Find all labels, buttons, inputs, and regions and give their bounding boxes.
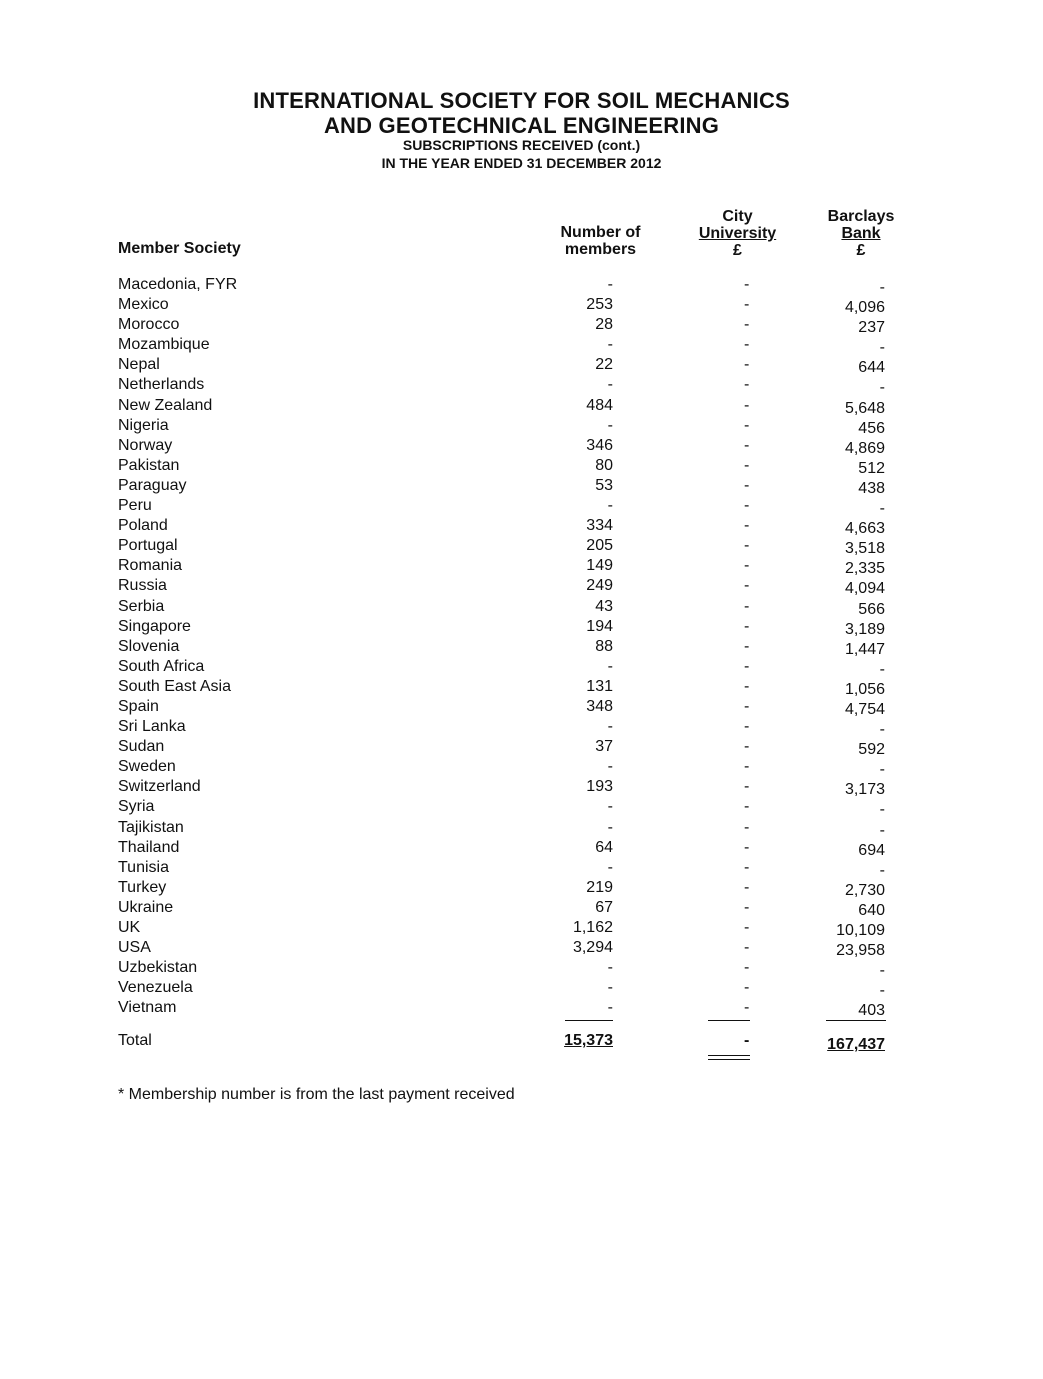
members-subtotal-rule: [565, 1020, 613, 1021]
member-count: -: [607, 497, 613, 515]
barclays-bank-amount: -: [879, 761, 885, 779]
barclays-bank-amount: -: [879, 279, 885, 296]
table-row: [0, 376, 1043, 396]
table-row: [0, 718, 1043, 738]
table-row: [0, 798, 1043, 818]
member-count: 194: [586, 617, 613, 635]
member-count: -: [607, 999, 613, 1017]
society-name: Russia: [118, 577, 167, 595]
table-row: [0, 758, 1043, 778]
table-row: [0, 497, 1043, 517]
table-row: [0, 517, 1043, 537]
barclays-bank-amount: 237: [858, 319, 885, 337]
society-name: New Zealand: [118, 396, 213, 414]
member-count: 67: [595, 898, 613, 916]
city-total-double-rule: [708, 1055, 750, 1060]
barclays-bank-amount: 1,447: [844, 640, 885, 658]
member-count: 346: [586, 436, 613, 454]
member-count: 484: [586, 396, 613, 414]
city-university-amount: -: [744, 416, 750, 434]
city-university-amount: -: [744, 818, 750, 836]
table-row: [0, 598, 1043, 618]
barclays-bank-amount: 438: [858, 479, 885, 497]
city-university-amount: -: [744, 999, 750, 1017]
city-university-amount: -: [744, 939, 750, 957]
header-member-society: Member Society: [118, 240, 241, 257]
society-name: Thailand: [118, 838, 180, 856]
city-subtotal-rule: [708, 1020, 750, 1021]
barclays-bank-amount: 23,958: [836, 942, 885, 960]
total-row: [0, 1032, 1043, 1054]
table-row: [0, 678, 1043, 698]
city-university-amount: -: [744, 476, 750, 494]
member-count: 53: [595, 476, 613, 494]
city-university-amount: -: [744, 597, 750, 615]
city-university-amount: -: [744, 436, 750, 454]
society-name: Sri Lanka: [118, 718, 186, 736]
society-name: Nigeria: [118, 416, 169, 434]
member-count: -: [607, 858, 613, 876]
city-university-amount: -: [744, 878, 750, 896]
society-name: South East Asia: [118, 677, 231, 695]
table-row: [0, 557, 1043, 577]
table-row: [0, 738, 1043, 758]
table-row: [0, 356, 1043, 376]
header-members-line-2: members: [564, 241, 637, 258]
society-name: Serbia: [118, 597, 165, 615]
member-count: -: [607, 336, 613, 354]
city-university-amount: -: [744, 276, 750, 293]
society-name: Turkey: [118, 878, 167, 896]
city-university-amount: -: [744, 898, 750, 916]
society-name: Netherlands: [118, 376, 205, 394]
header-number-of-members: [548, 224, 653, 258]
member-count: -: [607, 376, 613, 394]
header-members-line-1: Number of: [560, 224, 641, 241]
society-name: Peru: [118, 497, 152, 515]
city-university-amount: -: [744, 537, 750, 555]
header-city-line-3: £: [733, 242, 742, 259]
subscriptions-table: [0, 276, 1043, 1019]
member-count: 3,294: [572, 939, 613, 957]
society-name: Slovenia: [118, 637, 180, 655]
table-row: [0, 979, 1043, 999]
member-count: 88: [595, 637, 613, 655]
barclays-bank-amount: -: [879, 861, 885, 879]
barclays-bank-amount: 3,518: [844, 540, 885, 558]
society-name: Venezuela: [118, 979, 193, 997]
table-row: [0, 839, 1043, 859]
barclays-bank-amount: 512: [858, 459, 885, 477]
header-barclays-bank: [820, 208, 902, 259]
society-name: Uzbekistan: [118, 959, 198, 977]
barclays-bank-amount: 2,730: [844, 881, 885, 899]
table-row: [0, 336, 1043, 356]
total-members: 15,373: [564, 1032, 613, 1049]
member-count: 149: [586, 557, 613, 575]
city-university-amount: -: [744, 778, 750, 796]
member-count: 131: [586, 677, 613, 695]
city-university-amount: -: [744, 637, 750, 655]
member-count: 193: [586, 778, 613, 796]
member-count: -: [607, 818, 613, 836]
table-row: [0, 658, 1043, 678]
member-count: -: [607, 416, 613, 434]
city-university-amount: -: [744, 919, 750, 936]
city-university-amount: -: [744, 697, 750, 715]
barclays-bank-amount: 3,173: [844, 781, 885, 799]
city-university-amount: -: [744, 456, 750, 474]
society-name: Vietnam: [118, 999, 177, 1017]
society-name: USA: [118, 939, 151, 957]
member-count: -: [607, 798, 613, 816]
society-name: Poland: [118, 517, 168, 535]
barclays-bank-amount: -: [879, 982, 885, 1000]
barclays-bank-amount: -: [879, 721, 885, 739]
society-name: Sudan: [118, 738, 165, 756]
member-count: -: [607, 657, 613, 675]
city-university-amount: -: [744, 838, 750, 856]
society-name: Tajikistan: [118, 818, 184, 836]
member-count: -: [607, 758, 613, 776]
city-university-amount: -: [744, 557, 750, 575]
city-university-amount: -: [744, 356, 750, 374]
title-line-2: AND GEOTECHNICAL ENGINEERING: [323, 113, 720, 138]
barclays-bank-amount: 5,648: [844, 399, 885, 417]
society-name: Spain: [118, 697, 159, 715]
society-name: Tunisia: [118, 858, 169, 876]
society-name: Syria: [118, 798, 155, 816]
society-name: Morocco: [118, 316, 180, 334]
barclays-bank-amount: 2,335: [844, 560, 885, 578]
society-name: Sweden: [118, 758, 176, 776]
city-university-amount: -: [744, 336, 750, 354]
society-name: South Africa: [118, 657, 205, 675]
city-university-amount: -: [744, 497, 750, 515]
society-name: Norway: [118, 436, 173, 454]
barclays-bank-amount: 4,754: [844, 700, 885, 718]
member-count: 348: [586, 697, 613, 715]
total-bank: 167,437: [827, 1036, 885, 1053]
barclays-bank-amount: 4,869: [844, 439, 885, 457]
member-count: -: [607, 979, 613, 997]
city-university-amount: -: [744, 858, 750, 876]
member-count: 253: [586, 296, 613, 314]
table-row: [0, 999, 1043, 1019]
city-university-amount: -: [744, 376, 750, 394]
society-name: Romania: [118, 557, 183, 575]
barclays-bank-amount: -: [879, 339, 885, 357]
city-university-amount: -: [744, 677, 750, 695]
member-count: 22: [595, 356, 613, 374]
barclays-bank-amount: 4,096: [844, 299, 885, 317]
header-bank-line-3: £: [856, 242, 866, 259]
member-count: 28: [595, 316, 613, 334]
table-row: [0, 477, 1043, 497]
barclays-bank-amount: -: [879, 660, 885, 678]
member-count: 37: [595, 738, 613, 756]
table-row: [0, 417, 1043, 437]
city-university-amount: -: [744, 979, 750, 997]
table-row: [0, 537, 1043, 557]
table-row: [0, 879, 1043, 899]
table-row: [0, 296, 1043, 316]
table-row: [0, 939, 1043, 959]
member-count: -: [607, 959, 613, 977]
table-row: [0, 698, 1043, 718]
footnote: * Membership number is from the last payment received: [118, 1086, 515, 1103]
city-university-amount: -: [744, 758, 750, 776]
city-university-amount: -: [744, 798, 750, 816]
barclays-bank-amount: 456: [858, 419, 885, 437]
member-count: 249: [586, 577, 613, 595]
barclays-bank-amount: 4,094: [844, 580, 885, 598]
table-row: [0, 959, 1043, 979]
society-name: Portugal: [118, 537, 178, 555]
header-city-university: [690, 208, 785, 259]
table-row: [0, 276, 1043, 296]
table-row: [0, 919, 1043, 939]
table-row: [0, 819, 1043, 839]
member-count: 1,162: [572, 919, 613, 936]
barclays-bank-amount: 403: [858, 1002, 885, 1020]
total-label: Total: [118, 1032, 152, 1049]
table-row: [0, 397, 1043, 417]
header-city-line-1: City: [722, 208, 753, 225]
barclays-bank-amount: -: [879, 821, 885, 839]
member-count: -: [607, 276, 613, 293]
table-row: [0, 437, 1043, 457]
barclays-bank-amount: 4,663: [844, 520, 885, 538]
barclays-bank-amount: 640: [858, 901, 885, 919]
society-name: Mozambique: [118, 336, 210, 354]
title-line-1: INTERNATIONAL SOCIETY FOR SOIL MECHANICS: [253, 88, 790, 113]
barclays-bank-amount: -: [879, 801, 885, 819]
barclays-bank-amount: 566: [858, 600, 885, 618]
subtitle-line-2: IN THE YEAR ENDED 31 DECEMBER 2012: [381, 155, 662, 171]
city-university-amount: -: [744, 617, 750, 635]
table-row: [0, 618, 1043, 638]
barclays-bank-amount: 644: [858, 359, 885, 377]
member-count: 43: [595, 597, 613, 615]
header-city-line-2: University: [698, 225, 777, 242]
barclays-bank-amount: 694: [858, 841, 885, 859]
society-name: Nepal: [118, 356, 160, 374]
city-university-amount: -: [744, 959, 750, 977]
header-bank-line-1: Barclays: [827, 208, 895, 225]
city-university-amount: -: [744, 396, 750, 414]
society-name: Singapore: [118, 617, 191, 635]
city-university-amount: -: [744, 738, 750, 756]
barclays-bank-amount: -: [879, 379, 885, 397]
table-row: [0, 638, 1043, 658]
member-count: 219: [586, 878, 613, 896]
table-row: [0, 899, 1043, 919]
barclays-bank-amount: 1,056: [844, 680, 885, 698]
city-university-amount: -: [744, 316, 750, 334]
member-count: 334: [586, 517, 613, 535]
table-row: [0, 457, 1043, 477]
table-row: [0, 577, 1043, 597]
member-count: 80: [595, 456, 613, 474]
total-city: -: [744, 1032, 750, 1049]
member-count: 64: [595, 838, 613, 856]
table-row: [0, 316, 1043, 336]
barclays-bank-amount: -: [879, 500, 885, 518]
barclays-bank-amount: 3,189: [844, 620, 885, 638]
subtitle-line-1: SUBSCRIPTIONS RECEIVED (cont.): [402, 137, 641, 153]
society-name: Switzerland: [118, 778, 201, 796]
table-row: [0, 778, 1043, 798]
society-name: Mexico: [118, 296, 169, 314]
society-name: Paraguay: [118, 476, 187, 494]
barclays-bank-amount: 10,109: [836, 922, 885, 939]
barclays-bank-amount: -: [879, 962, 885, 980]
city-university-amount: -: [744, 657, 750, 675]
barclays-bank-amount: 592: [858, 741, 885, 759]
society-name: Pakistan: [118, 456, 180, 474]
table-row: [0, 859, 1043, 879]
society-name: Ukraine: [118, 898, 174, 916]
member-count: -: [607, 718, 613, 736]
society-name: UK: [118, 919, 141, 936]
city-university-amount: -: [744, 718, 750, 736]
bank-subtotal-rule: [826, 1020, 886, 1021]
society-name: Macedonia, FYR: [118, 276, 238, 293]
city-university-amount: -: [744, 577, 750, 595]
header-bank-line-2: Bank: [841, 225, 881, 242]
city-university-amount: -: [744, 296, 750, 314]
member-count: 205: [586, 537, 613, 555]
city-university-amount: -: [744, 517, 750, 535]
